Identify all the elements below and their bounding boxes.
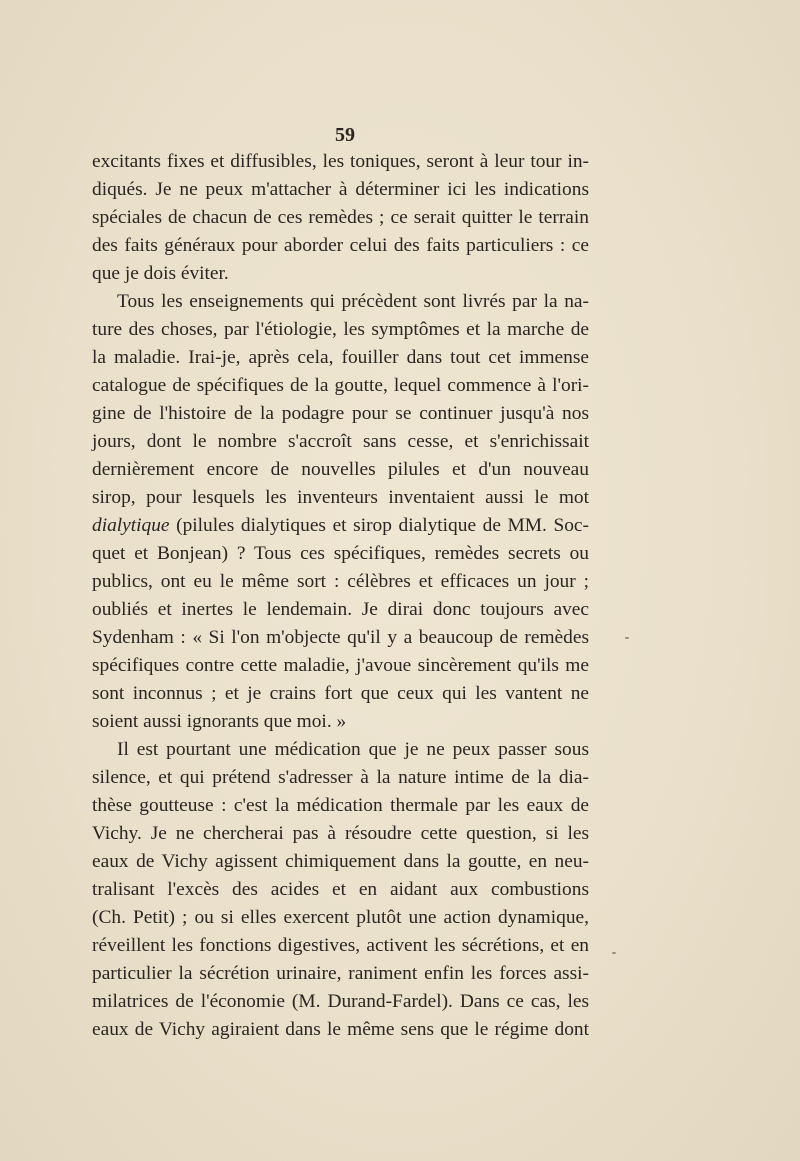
text-line [92, 1016, 589, 1044]
text-line [92, 876, 589, 904]
line-text: eaux de Vichy agissent chimiquement dans la goutte, en neu- [92, 851, 589, 872]
text-line [92, 232, 589, 260]
line-text: dernièrement encore de nouvelles pilules et d'un nouveau [92, 459, 589, 480]
line-text: (Ch. Petit) ; ou si elles exercent plutôt une action dynamique, [92, 907, 589, 928]
text-line [92, 792, 589, 820]
text-line [92, 316, 589, 344]
text-line [92, 288, 589, 316]
text-line [92, 148, 589, 176]
text-line [92, 372, 589, 400]
line-text: spécifiques contre cette maladie, j'avoue sincèrement qu'ils me [92, 655, 589, 676]
line-text: publics, ont eu le même sort : célèbres et efficaces un jour ; [92, 571, 589, 592]
italic-word: dialytique [92, 515, 170, 536]
text-line [92, 680, 589, 708]
line-text: Vichy. Je ne chercherai pas à résoudre cette question, si les [92, 823, 589, 844]
line-text: spéciales de chacun de ces remèdes ; ce serait quitter le terrain [92, 207, 589, 228]
line-text: soient aussi ignorants que moi. » [92, 711, 347, 732]
line-text: (pilules dialytiques et sirop dialytique de MM. Soc- [169, 515, 589, 536]
text-line [92, 400, 589, 428]
line-text: Tous les enseignements qui précèdent sont livrés par la na- [117, 291, 589, 312]
text-line [92, 596, 589, 624]
line-text: milatrices de l'économie (M. Durand-Fardel). Dans ce cas, les [92, 991, 589, 1012]
text-line [92, 764, 589, 792]
line-text: Il est pourtant une médication que je ne peux passer sous [117, 739, 589, 760]
text-line [92, 512, 589, 540]
text-line [92, 932, 589, 960]
line-text: gine de l'histoire de la podagre pour se continuer jusqu'à nos [92, 403, 589, 424]
line-text: sirop, pour lesquels les inventeurs inventaient aussi le mot [92, 487, 589, 508]
line-text: des faits généraux pour aborder celui des faits particuliers : ce [92, 235, 589, 256]
body-text [92, 148, 589, 1044]
text-line [92, 652, 589, 680]
line-text: silence, et qui prétend s'adresser à la nature intime de la dia- [92, 767, 589, 788]
text-line [92, 344, 589, 372]
line-text: réveillent les fonctions digestives, activent les sécrétions, et en [92, 935, 589, 956]
text-line [92, 484, 589, 512]
line-text: particulier la sécrétion urinaire, raniment enfin les forces assi- [92, 963, 589, 984]
paper-speck [612, 952, 616, 954]
text-line [92, 204, 589, 232]
text-line [92, 624, 589, 652]
line-text: tralisant l'excès des acides et en aidant aux combustions [92, 879, 589, 900]
line-text: ture des choses, par l'étiologie, les symptômes et la marche de [92, 319, 589, 340]
text-line [92, 960, 589, 988]
line-text: que je dois éviter. [92, 263, 229, 284]
line-text: quet et Bonjean) ? Tous ces spécifiques, remèdes secrets ou [92, 543, 589, 564]
text-line [92, 568, 589, 596]
text-line [92, 260, 589, 288]
text-line [92, 820, 589, 848]
text-line [92, 988, 589, 1016]
text-line [92, 848, 589, 876]
text-line [92, 540, 589, 568]
line-text: la maladie. Irai-je, après cela, fouiller dans tout cet immense [92, 347, 589, 368]
text-line [92, 736, 589, 764]
line-text: catalogue de spécifiques de la goutte, lequel commence à l'ori- [92, 375, 589, 396]
line-text: Sydenham : « Si l'on m'objecte qu'il y a beaucoup de remèdes [92, 627, 589, 648]
line-text: oubliés et inertes le lendemain. Je dirai donc toujours avec [92, 599, 589, 620]
paper-speck [625, 637, 629, 639]
line-text: excitants fixes et diffusibles, les toniques, seront à leur tour in- [92, 151, 589, 172]
line-text: jours, dont le nombre s'accroît sans cesse, et s'enrichissait [92, 431, 589, 452]
text-line [92, 904, 589, 932]
text-line [92, 708, 589, 736]
text-line [92, 456, 589, 484]
line-text: thèse goutteuse : c'est la médication thermale par les eaux de [92, 795, 589, 816]
line-text: eaux de Vichy agiraient dans le même sens que le régime dont [92, 1019, 589, 1040]
text-line [92, 428, 589, 456]
page-number: 59 [335, 124, 355, 146]
line-text: diqués. Je ne peux m'attacher à déterminer ici les indications [92, 179, 589, 200]
line-text: sont inconnus ; et je crains fort que ceux qui les vantent ne [92, 683, 589, 704]
text-line [92, 176, 589, 204]
